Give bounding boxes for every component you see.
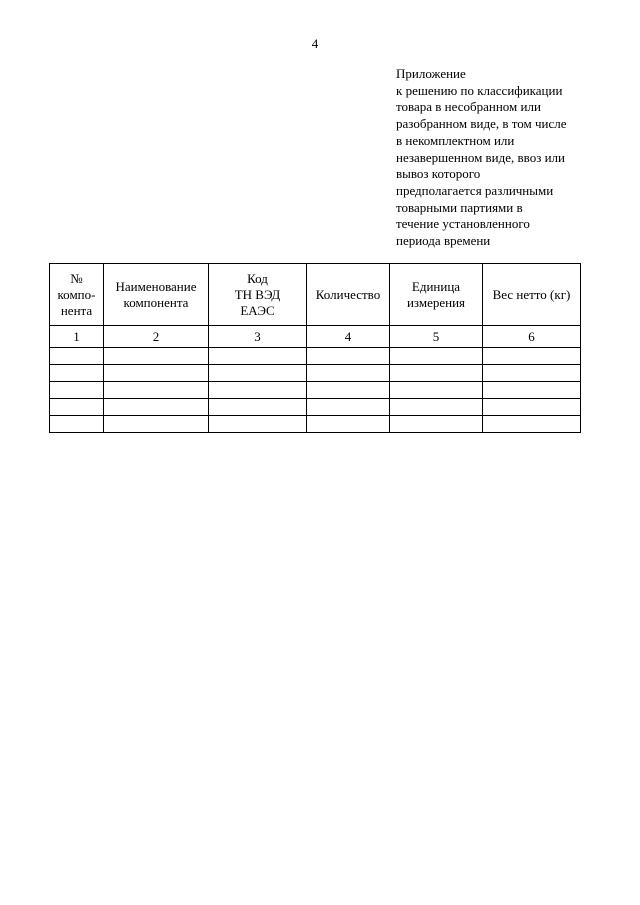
table-cell xyxy=(50,399,104,416)
table-cell xyxy=(104,399,209,416)
header-quantity xyxy=(307,264,390,326)
table-cell xyxy=(483,365,581,382)
table-cell xyxy=(390,416,483,433)
column-number: 2 xyxy=(104,326,209,348)
column-number: 6 xyxy=(483,326,581,348)
appendix-line: разобранном виде, в том числе xyxy=(396,116,567,132)
appendix-line: вывоз которого xyxy=(396,166,481,182)
table-cell xyxy=(104,382,209,399)
header-line: ТН ВЭД xyxy=(234,286,281,302)
header-code xyxy=(209,264,307,326)
header-line: ЕАЭС xyxy=(240,302,275,318)
header-component-number xyxy=(50,264,104,326)
appendix-line: Приложение xyxy=(396,66,466,81)
header-line: Количество xyxy=(315,286,381,302)
header-line: измерения xyxy=(406,294,466,310)
components-table xyxy=(49,263,581,433)
table-cell xyxy=(483,416,581,433)
table-cell xyxy=(209,348,307,365)
header-line: Единица xyxy=(411,278,461,294)
table-cell xyxy=(483,382,581,399)
table-cell xyxy=(483,399,581,416)
column-number: 4 xyxy=(307,326,390,348)
appendix-line: к решению по классификации xyxy=(396,82,563,98)
appendix-caption xyxy=(396,66,621,250)
header-line: Код xyxy=(247,270,268,286)
appendix-line: незавершенном виде, ввоз или xyxy=(396,149,565,165)
appendix-line: предполагается различными xyxy=(396,182,554,198)
table-cell xyxy=(104,365,209,382)
table-cell xyxy=(390,399,483,416)
appendix-line: периода времени xyxy=(396,233,491,249)
table-cell xyxy=(307,416,390,433)
header-line: компонента xyxy=(123,294,189,310)
header-net-weight xyxy=(483,264,581,326)
table-cell xyxy=(483,348,581,365)
table-cell xyxy=(307,382,390,399)
table-cell xyxy=(307,365,390,382)
table-row xyxy=(50,399,581,416)
table-cell xyxy=(50,416,104,433)
table-cell xyxy=(307,399,390,416)
header-line: компо- xyxy=(57,286,96,302)
table-cell xyxy=(209,399,307,416)
appendix-line: течение установленного xyxy=(396,216,530,232)
header-unit xyxy=(390,264,483,326)
header-line: Наименование xyxy=(115,278,197,294)
table-row xyxy=(50,416,581,433)
header-line: Вес нетто (кг) xyxy=(492,286,571,302)
table-cell xyxy=(390,365,483,382)
page-number: 4 xyxy=(311,36,319,51)
appendix-line: товарными партиями в xyxy=(396,199,523,215)
appendix-line: товара в несобранном или xyxy=(396,99,541,115)
table-cell xyxy=(50,382,104,399)
table-cell xyxy=(209,365,307,382)
table-row xyxy=(50,348,581,365)
column-number: 5 xyxy=(390,326,483,348)
table-cell xyxy=(50,348,104,365)
table-cell xyxy=(209,382,307,399)
table-row xyxy=(50,382,581,399)
table-cell xyxy=(104,416,209,433)
table-row xyxy=(50,365,581,382)
table-cell xyxy=(209,416,307,433)
header-row xyxy=(50,264,581,326)
table-cell xyxy=(390,382,483,399)
column-number: 3 xyxy=(209,326,307,348)
header-component-name xyxy=(104,264,209,326)
table-cell xyxy=(390,348,483,365)
table-cell xyxy=(50,365,104,382)
column-number: 1 xyxy=(50,326,104,348)
header-line: № xyxy=(70,270,83,286)
table-cell xyxy=(104,348,209,365)
table-cell xyxy=(307,348,390,365)
header-line: нента xyxy=(60,302,93,318)
appendix-line: в некомплектном или xyxy=(396,132,515,148)
column-number-row xyxy=(50,326,581,348)
